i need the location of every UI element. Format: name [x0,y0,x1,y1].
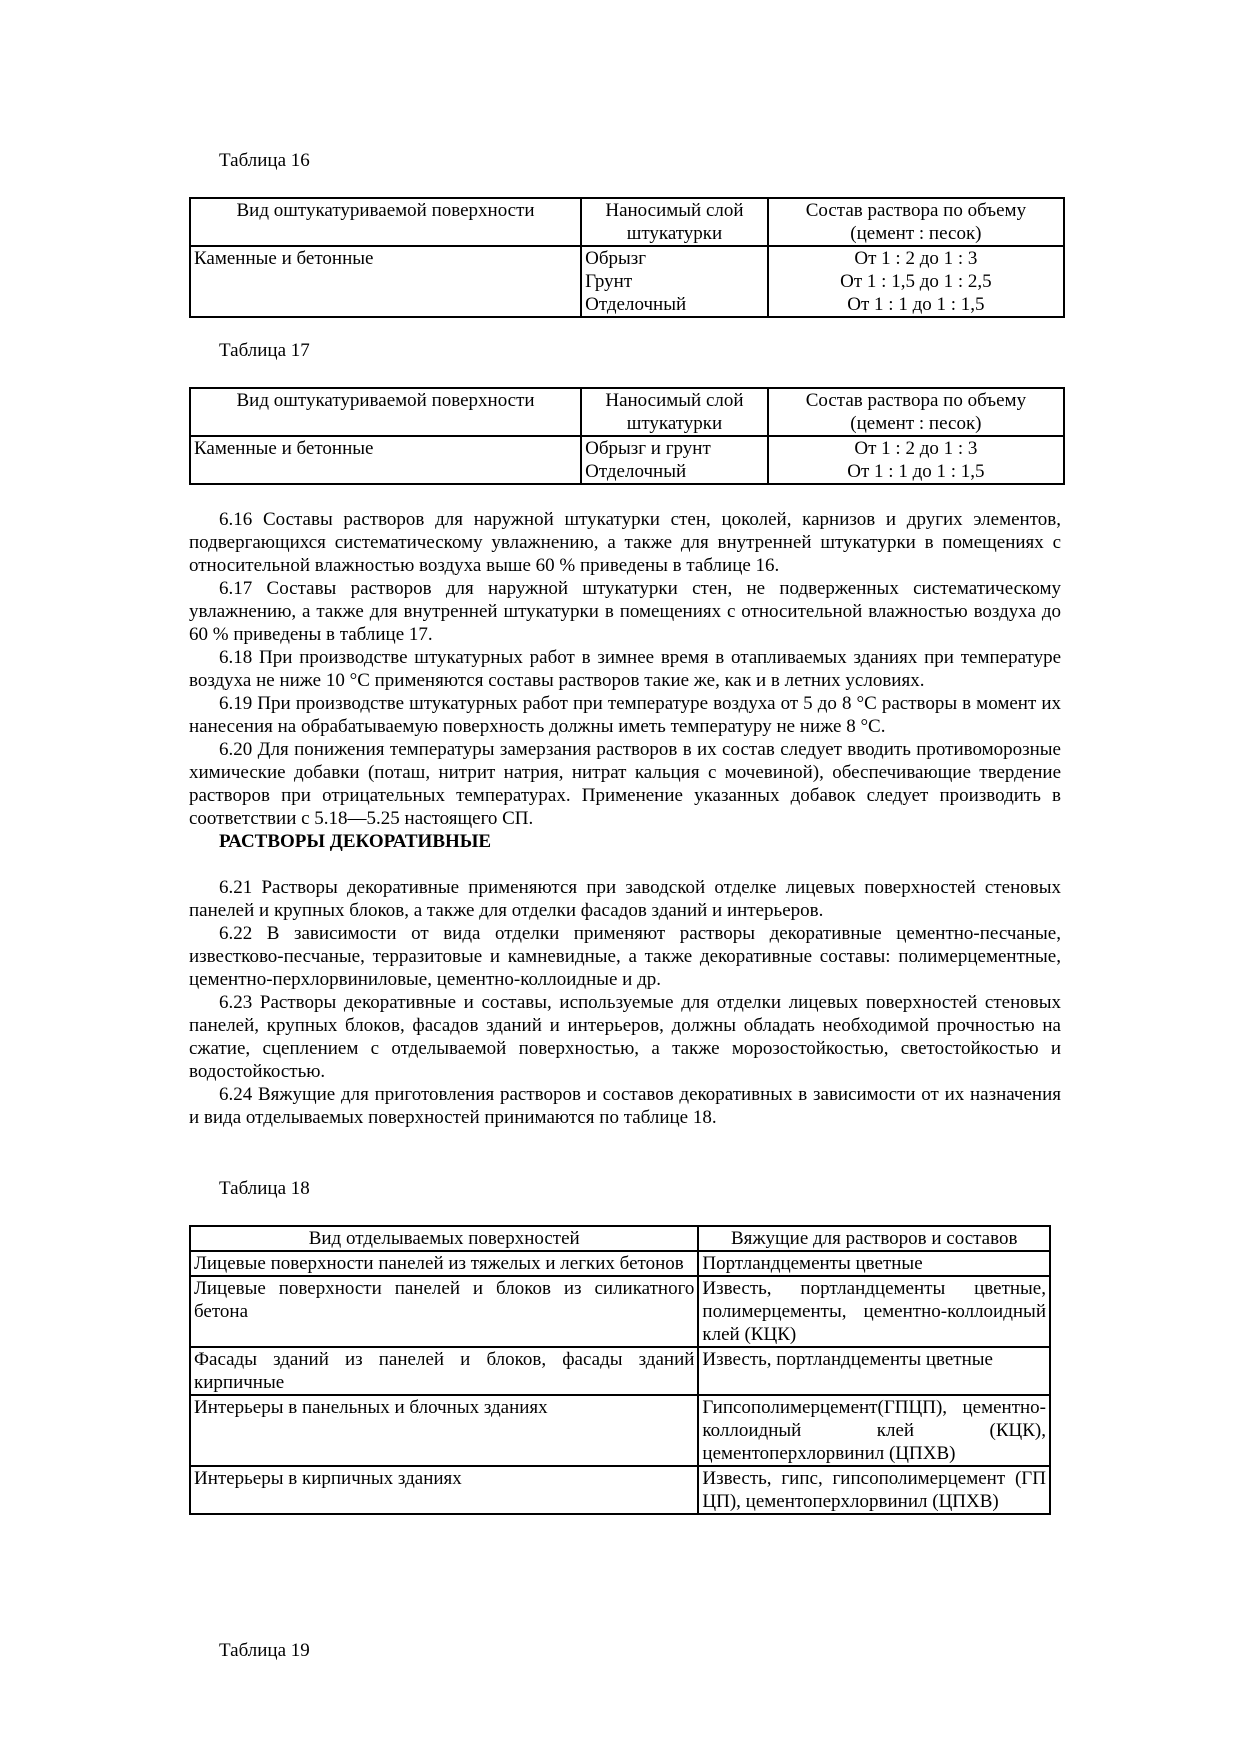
paragraph-6-17: 6.17 Составы растворов для наружной штукатурки стен, не подверженных систематическому увлажнению, а также для внутренней штукатурки в помещениях с относительной влажностью воздуха до 60 % приведены в таблице 17. [189,578,1061,645]
binders-cell: Гипсополимерцемент(ГПЦП), цементно-коллоидный клей (КЦК), цементоперхлорвинил (ЦПХВ) [698,1395,1050,1466]
header-cell: Состав раствора по объему (цемент : песок) [768,198,1064,246]
table-row [190,1347,1050,1395]
binders-cell: Портландцементы цветные [698,1251,1050,1276]
layer-item: Отделочный [585,461,687,482]
header-cell: Вид отделываемых поверхностей [190,1226,698,1251]
header-cell: Наносимый слой штукатурки [581,198,768,246]
header-cell: Вяжущие для растворов и составов [698,1226,1050,1251]
table-row [190,436,1064,484]
table-16 [189,197,1065,318]
layers-cell [581,436,768,484]
table-16-caption: Таблица 16 [219,150,310,171]
surface-cell: Каменные и бетонные [190,246,581,317]
table-18-caption: Таблица 18 [219,1178,310,1199]
paragraph-6-22: 6.22 В зависимости от вида отделки применяют растворы декоративные цементно-песчаные, известково-песчаные, терразитовые и камневидные, а также декоративные составы: полимерцементные, цементно-перхлорвиниловые, цементно-коллоидные и др. [189,923,1061,990]
ratio-item: От 1 : 2 до 1 : 3 [854,248,978,269]
header-cell: Состав раствора по объему (цемент : песок) [768,388,1064,436]
table-row [190,1466,1050,1514]
table-17-caption: Таблица 17 [219,340,310,361]
surface-cell: Интерьеры в кирпичных зданиях [190,1466,698,1514]
binders-cell: Известь, портландцементы цветные, полимерцементы, цементно-коллоидный клей (КЦК) [698,1276,1050,1347]
header-cell: Наносимый слой штукатурки [581,388,768,436]
table-row [190,1395,1050,1466]
table-17 [189,387,1065,485]
paragraph-6-19: 6.19 При производстве штукатурных работ при температуре воздуха от 5 до 8 °С растворы в момент их нанесения на обрабатываемую поверхность должны иметь температуру не ниже 8 °С. [189,693,1061,737]
paragraph-6-20: 6.20 Для понижения температуры замерзания растворов в их состав следует вводить противоморозные химические добавки (поташ, нитрит натрия, нитрат кальция с мочевиной), обеспечивающие твердение растворов при отрицательных температурах. Применение указанных добавок следует производить в соответствии с 5.18—5.25 настоящего СП. [189,739,1061,829]
table-row [190,1276,1050,1347]
table-18 [189,1225,1051,1515]
paragraph-6-16: 6.16 Составы растворов для наружной штукатурки стен, цоколей, карнизов и других элементов, подвергающихся систематическому увлажнению, а также для внутренней штукатурки в помещениях с относительной влажностью воздуха выше 60 % приведены в таблице 16. [189,509,1061,576]
table-row [190,246,1064,317]
paragraph-6-21: 6.21 Растворы декоративные применяются при заводской отделке лицевых поверхностей стеновых панелей и крупных блоков, а также для отделки фасадов зданий и интерьеров. [189,877,1061,921]
table-row [190,1251,1050,1276]
ratios-cell [768,436,1064,484]
binders-cell: Известь, гипс, гипсополимерцемент (ГП ЦП), цементоперхлорвинил (ЦПХВ) [698,1466,1050,1514]
header-cell: Вид оштукатуриваемой поверхности [190,198,581,246]
paragraph-6-23: 6.23 Растворы декоративные и составы, используемые для отделки лицевых поверхностей стеновых панелей, крупных блоков, фасадов зданий и интерьеров, должны обладать необходимой прочностью на сжатие, сцеплением с отделываемой поверхностью, а также морозостойкостью, светостойкостью и водостойкостью. [189,992,1061,1082]
paragraph-6-18: 6.18 При производстве штукатурных работ в зимнее время в отапливаемых зданиях при температуре воздуха не ниже 10 °С применяются составы растворов такие же, как и в летних условиях. [189,647,1061,691]
surface-cell: Фасады зданий из панелей и блоков, фасады зданий кирпичные [190,1347,698,1395]
ratio-item: От 1 : 1 до 1 : 1,5 [847,461,985,482]
layer-item: Обрызг и грунт [585,438,711,459]
surface-cell: Лицевые поверхности панелей из тяжелых и легких бетонов [190,1251,698,1276]
table-header-row [190,388,1064,436]
surface-cell: Лицевые поверхности панелей и блоков из силикатного бетона [190,1276,698,1347]
header-cell: Вид оштукатуриваемой поверхности [190,388,581,436]
table-19-caption: Таблица 19 [219,1640,310,1661]
binders-cell: Известь, портландцементы цветные [698,1347,1050,1395]
body-text [189,508,1061,1129]
surface-cell: Интерьеры в панельных и блочных зданиях [190,1395,698,1466]
ratio-item: От 1 : 1,5 до 1 : 2,5 [840,271,992,292]
ratio-item: От 1 : 2 до 1 : 3 [854,438,978,459]
layer-item: Отделочный [585,294,687,315]
table-header-row [190,1226,1050,1251]
ratios-cell [768,246,1064,317]
surface-cell: Каменные и бетонные [190,436,581,484]
table-header-row [190,198,1064,246]
paragraph-6-24: 6.24 Вяжущие для приготовления растворов и составов декоративных в зависимости от их назначения и вида отделываемых поверхностей принимаются по таблице 18. [189,1084,1061,1128]
layer-item: Грунт [585,271,633,292]
layers-cell [581,246,768,317]
section-heading: РАСТВОРЫ ДЕКОРАТИВНЫЕ [219,831,492,852]
layer-item: Обрызг [585,248,647,269]
ratio-item: От 1 : 1 до 1 : 1,5 [847,294,985,315]
